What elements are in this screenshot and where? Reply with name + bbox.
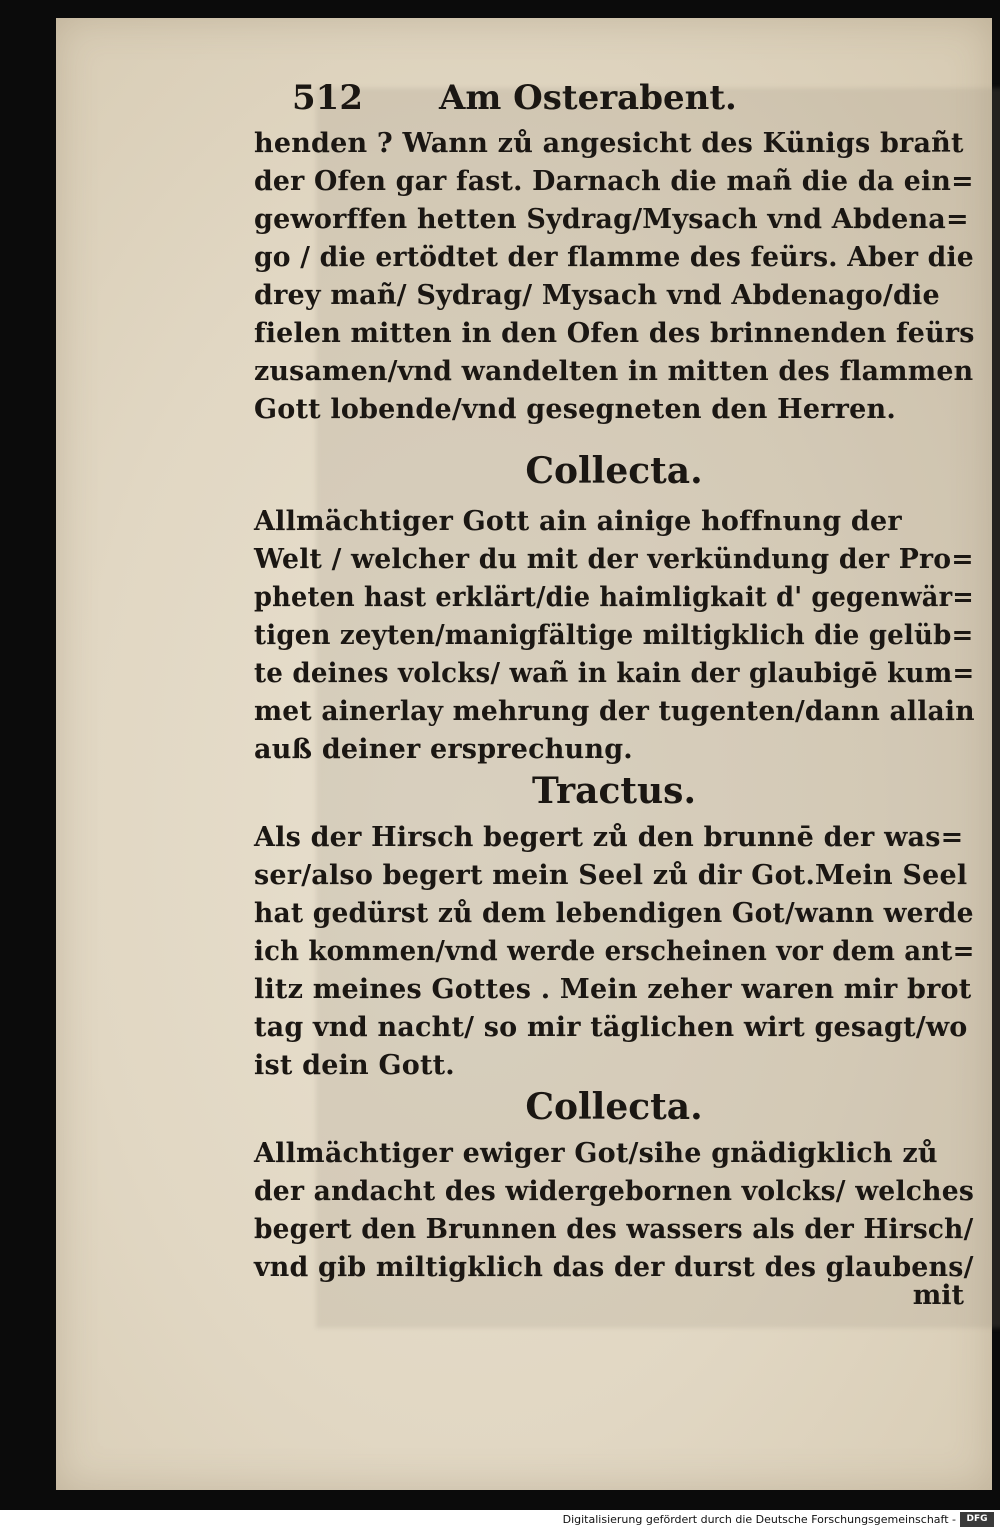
text-line: drey mañ/ Sydrag/ Mysach vnd Abdenago/die — [254, 280, 940, 311]
catchword: mit — [912, 1280, 964, 1311]
page-number: 512 — [292, 78, 363, 118]
text-line: henden ? Wann zů angesicht des Künigs brañt — [254, 128, 964, 159]
text-line: go / die ertödtet der flamme des feürs. Aber die — [254, 242, 974, 273]
text-line: geworffen hetten Sydrag/Mysach vnd Abdena= — [254, 204, 969, 235]
text-line: zusamen/vnd wandelten in mitten des flammen — [254, 356, 974, 387]
footer-bar — [0, 1510, 1000, 1530]
text-line: pheten hast erklärt/die haimligkait d' gegenwär= — [254, 582, 974, 613]
book-page — [56, 18, 992, 1490]
text-line: der Ofen gar fast. Darnach die mañ die da ein= — [254, 166, 974, 197]
dfg-logo: DFG — [960, 1512, 994, 1527]
running-title: Am Osterabent. — [438, 78, 737, 118]
section-heading: Tractus. — [532, 770, 696, 812]
funding-notice: Digitalisierung gefördert durch die Deutsche Forschungsgemeinschaft - — [562, 1513, 956, 1526]
section-heading: Collecta. — [525, 450, 703, 492]
text-line: tag vnd nacht/ so mir täglichen wirt gesagt/wo — [254, 1012, 968, 1043]
text-line: begert den Brunnen des wassers als der Hirsch/ — [254, 1214, 974, 1245]
text-line: Allmächtiger Gott ain ainige hoffnung der — [254, 506, 902, 537]
text-line: tigen zeyten/manigfältige miltigklich die gelüb= — [254, 620, 974, 651]
text-line: litz meines Gottes . Mein zeher waren mir brot — [254, 974, 972, 1005]
text-line: Allmächtiger ewiger Got/sihe gnädigklich zů — [254, 1138, 938, 1169]
section-heading: Collecta. — [525, 1086, 703, 1128]
text-line: Gott lobende/vnd gesegneten den Herren. — [254, 394, 896, 425]
text-line: ser/also begert mein Seel zů dir Got.Mein Seel — [254, 860, 968, 891]
running-head — [292, 78, 737, 118]
text-line: fielen mitten in den Ofen des brinnenden feürs — [254, 318, 975, 349]
text-line: ist dein Gott. — [254, 1050, 455, 1081]
text-line: ich kommen/vnd werde erscheinen vor dem ant= — [254, 936, 975, 967]
text-line: vnd gib miltigklich das der durst des glaubens/ — [254, 1252, 974, 1283]
text-line: auß deiner ersprechung. — [254, 734, 633, 765]
page-content — [254, 128, 974, 1308]
text-line: met ainerlay mehrung der tugenten/dann allain — [254, 696, 975, 727]
text-line: Welt / welcher du mit der verkündung der Pro= — [254, 544, 974, 575]
text-line: Als der Hirsch begert zů den brunnē der was= — [254, 822, 964, 853]
text-line: der andacht des widergebornen volcks/ welches — [254, 1176, 975, 1207]
text-line: te deines volcks/ wañ in kain der glaubigē kum= — [254, 658, 975, 689]
text-line: hat gedürst zů dem lebendigen Got/wann werde — [254, 898, 974, 929]
